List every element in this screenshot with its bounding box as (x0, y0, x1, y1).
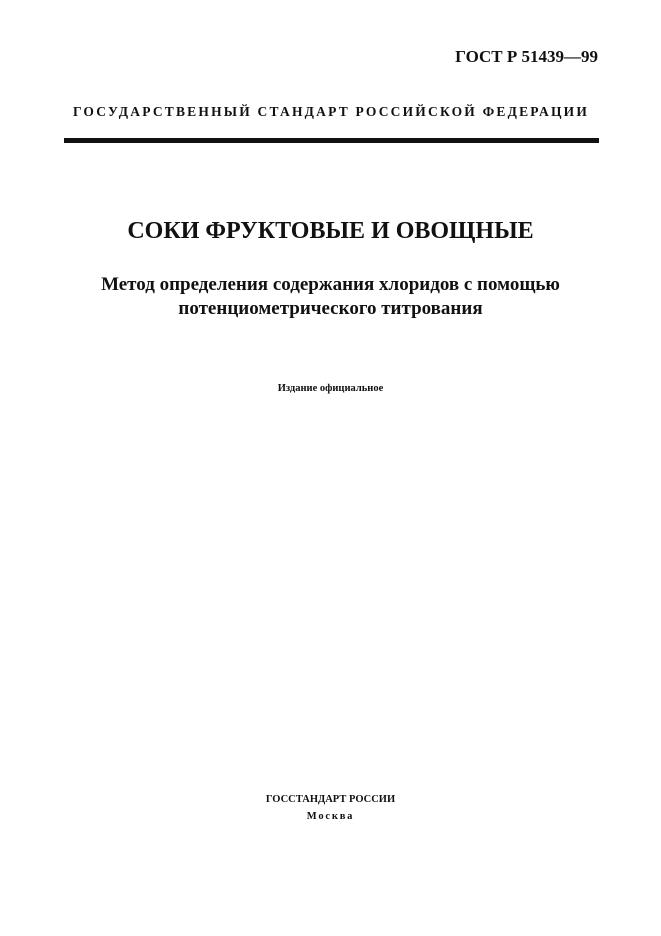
state-standard-heading: ГОСУДАРСТВЕННЫЙ СТАНДАРТ РОССИЙСКОЙ ФЕДЕРАЦИИ (72, 104, 590, 119)
publisher-city: Москва (306, 811, 355, 822)
horizontal-rule (64, 138, 599, 143)
edition-label: Издание официальное (277, 383, 384, 394)
publisher-name: ГОССТАНДАРТ РОССИИ (265, 794, 396, 805)
document-subtitle (0, 273, 661, 321)
subtitle-line-2: потенциометрического титрования (178, 298, 483, 319)
subtitle-line-1: Метод определения содержания хлоридов с помощью (101, 274, 560, 295)
document-number: ГОСТ Р 51439—99 (455, 47, 598, 66)
document-title: СОКИ ФРУКТОВЫЕ И ОВОЩНЫЕ (127, 218, 534, 244)
